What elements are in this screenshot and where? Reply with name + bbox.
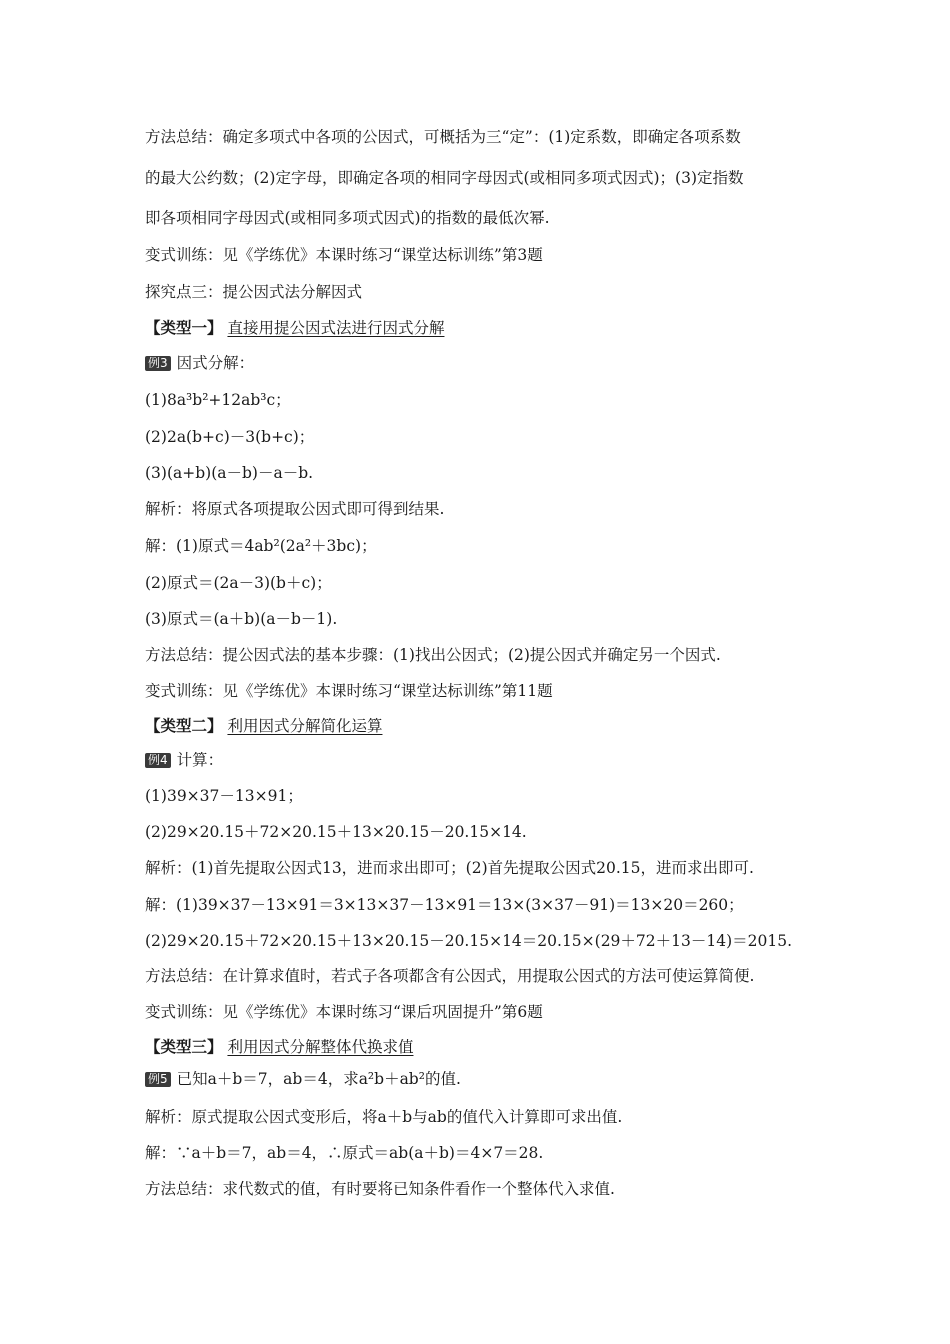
type-three-title: 利用因式分解整体代换求值 <box>227 1038 414 1056</box>
method-summary: 方法总结：在计算求值时，若式子各项都含有公因式，用提取公因式的方法可使运算简便. <box>145 967 755 985</box>
type-one-heading <box>145 318 444 338</box>
variant-training-3: 变式训练：见《学练优》本课时练习“课后巩固提升”第6题 <box>145 1003 543 1021</box>
type-three-bracket: 【类型三】 <box>145 1037 223 1056</box>
example-badge: 例4 <box>145 753 171 768</box>
type-one-bracket: 【类型一】 <box>145 318 223 337</box>
method-summary: 方法总结：提公因式法的基本步骤：(1)找出公因式；(2)提公因式并确定另一个因式. <box>145 646 721 664</box>
solution-line: (2)原式＝(2a－3)(b＋c)； <box>145 574 332 592</box>
example-text: 因式分解： <box>176 354 255 372</box>
analysis-line: 解析：(1)首先提取公因式13，进而求出即可；(2)首先提取公因式20.15，进而求出即可. <box>145 859 754 877</box>
solution-line: (2)29×20.15＋72×20.15＋13×20.15－20.15×14＝20.15×(29＋72＋13－14)＝2015. <box>145 932 793 950</box>
method-summary: 方法总结：求代数式的值，有时要将已知条件看作一个整体代入求值. <box>145 1180 615 1198</box>
example-text: 已知a＋b＝7，ab＝4，求a²b＋ab²的值. <box>176 1070 461 1088</box>
solution-line: 解：(1)39×37－13×91＝3×13×37－13×91＝13×(3×37－91)＝13×20＝260； <box>145 896 744 914</box>
problem-line: (2)29×20.15＋72×20.15＋13×20.15－20.15×14. <box>145 823 527 841</box>
example-badge: 例3 <box>145 356 171 371</box>
example-4 <box>145 750 223 770</box>
example-badge: 例5 <box>145 1072 171 1087</box>
variant-training-1: 变式训练：见《学练优》本课时练习“课堂达标训练”第3题 <box>145 246 543 264</box>
method-summary-line-2: 的最大公约数；(2)定字母，即确定各项的相同字母因式(或相同多项式因式)；(3)定指数 <box>145 169 744 187</box>
solution-line: 解：(1)原式＝4ab²(2a²＋3bc)； <box>145 537 377 555</box>
solution-line: 解：∵a＋b＝7，ab＝4，∴原式＝ab(a＋b)＝4×7＝28. <box>145 1144 544 1162</box>
type-one-title: 直接用提公因式法进行因式分解 <box>227 319 445 337</box>
problem-line: (3)(a+b)(a－b)－a－b. <box>145 464 314 482</box>
type-two-title: 利用因式分解简化运算 <box>227 717 383 735</box>
method-summary-line-1: 方法总结：确定多项式中各项的公因式，可概括为三“定”：(1)定系数，即确定各项系数 <box>145 128 741 146</box>
analysis-line: 解析：将原式各项提取公因式即可得到结果. <box>145 500 445 518</box>
example-5 <box>145 1069 461 1089</box>
example-text: 计算： <box>176 751 224 769</box>
problem-line: (2)2a(b+c)－3(b+c)； <box>145 428 315 446</box>
type-two-bracket: 【类型二】 <box>145 716 223 735</box>
example-3 <box>145 353 254 373</box>
variant-training-2: 变式训练：见《学练优》本课时练习“课堂达标训练”第11题 <box>145 682 553 700</box>
analysis-line: 解析：原式提取公因式变形后，将a＋b与ab的值代入计算即可求出值. <box>145 1108 623 1126</box>
problem-line: (1)39×37－13×91； <box>145 787 303 805</box>
type-two-heading <box>145 716 382 736</box>
section-heading: 探究点三：提公因式法分解因式 <box>145 283 363 301</box>
problem-line: (1)8a³b²+12ab³c； <box>145 391 291 409</box>
type-three-heading <box>145 1037 413 1057</box>
method-summary-line-3: 即各项相同字母因式(或相同多项式因式)的指数的最低次幂. <box>145 209 550 227</box>
solution-line: (3)原式＝(a＋b)(a－b－1). <box>145 610 338 628</box>
